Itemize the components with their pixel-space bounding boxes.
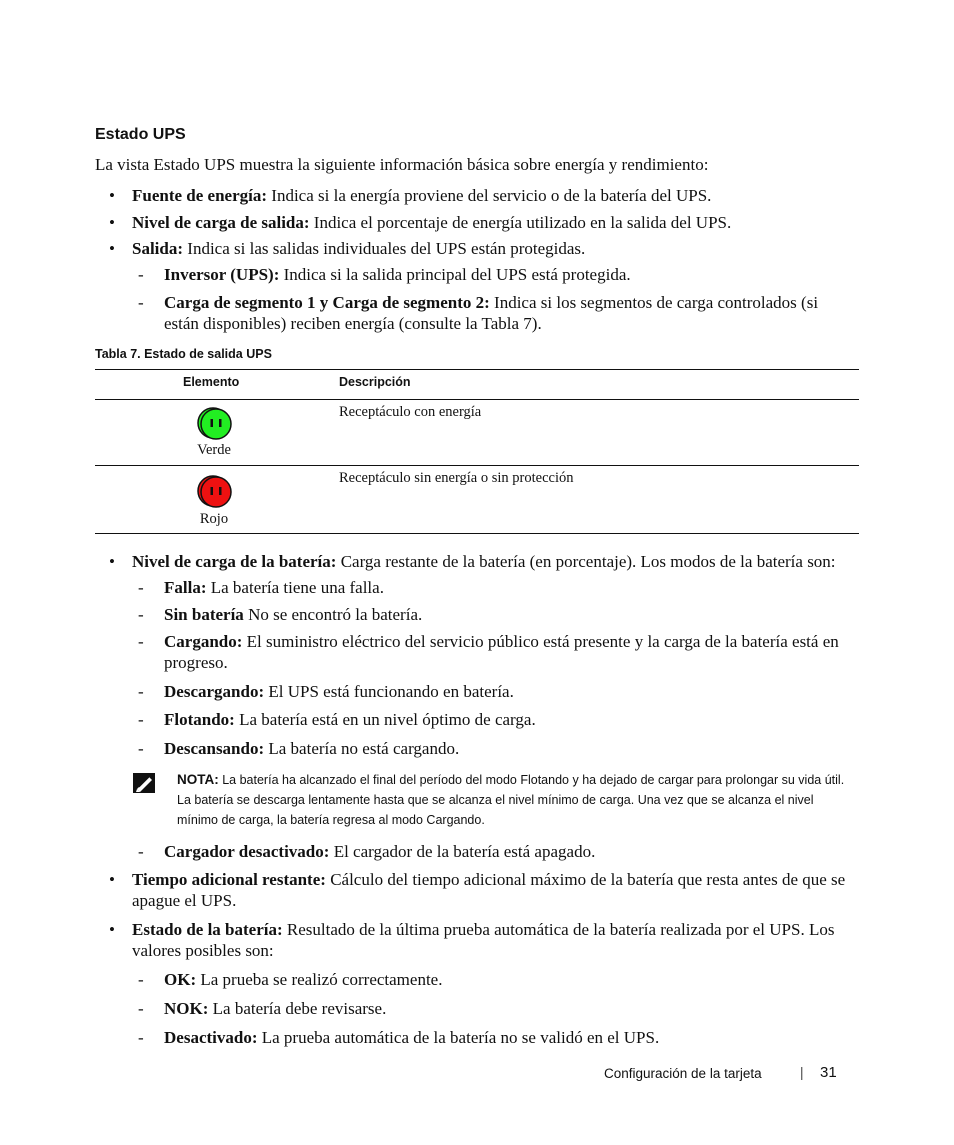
table-header-description: Descripción (339, 375, 411, 389)
sub-item-load-segments: Carga de segmento 1 y Carga de segmento 2: Indica si los segmentos de carga controlados (si están disponibles) reciben energía (consulte la Tabla 7). (164, 293, 819, 333)
mode-floating: Flotando: La batería está en un nivel óptimo de carga. (164, 710, 536, 729)
bullet-dot: • (109, 186, 115, 205)
row-description-green: Receptáculo con energía (339, 404, 482, 420)
dash-marker: - (138, 605, 144, 624)
bullet-outputs: Salida: Indica si las salidas individuales del UPS están protegidas. (132, 239, 586, 258)
note-text: NOTA: La batería ha alcanzado el final del período del modo Flotando y ha dejado de cargar para prolongar su vida útil. La batería se descarga lentamente hasta que se alcanza el nivel mínimo de carga. Una vez que se alcanza el nivel mínimo de carga, la batería regresa al modo Cargando. (177, 772, 845, 827)
dash-marker: - (138, 710, 144, 729)
mode-resting: Descansando: La batería no está cargando. (164, 739, 460, 758)
bullet-power-source: Fuente de energía: Indica si la energía proviene del servicio o de la batería del UPS. (132, 186, 712, 205)
row-description-red: Receptáculo sin energía o sin protección (339, 470, 574, 486)
dash-marker: - (138, 970, 144, 989)
dash-marker: - (138, 682, 144, 701)
table-bottom-rule (95, 533, 859, 534)
bullet-dot: • (109, 552, 115, 571)
mode-no-battery: Sin batería No se encontró la batería. (164, 605, 423, 624)
dash-marker: - (138, 739, 144, 758)
table-caption: Tabla 7. Estado de salida UPS (95, 347, 272, 361)
status-disabled: Desactivado: La prueba automática de la batería no se validó en el UPS. (164, 1028, 660, 1047)
row-label-red: Rojo (199, 511, 229, 527)
status-nok: NOK: La batería debe revisarse. (164, 999, 387, 1018)
dash-marker: - (138, 265, 144, 284)
intro-paragraph: La vista Estado UPS muestra la siguiente información básica sobre energía y rendimiento: (95, 155, 709, 174)
table-top-rule (95, 369, 859, 370)
bullet-output-load: Nivel de carga de salida: Indica el porcentaje de energía utilizado en la salida del UPS. (132, 213, 732, 232)
dash-marker: - (138, 293, 144, 312)
green-receptacle-icon (194, 404, 236, 442)
dash-marker: - (138, 842, 144, 861)
row-label-green: Verde (197, 442, 231, 458)
footer-chapter: Configuración de la tarjeta (604, 1066, 762, 1081)
dash-marker: - (138, 632, 144, 651)
page-number: 31 (820, 1064, 837, 1081)
section-title: Estado UPS (95, 126, 186, 143)
table-row-rule (95, 465, 859, 466)
bullet-dot: • (109, 870, 115, 889)
dash-marker: - (138, 578, 144, 597)
bullet-dot: • (109, 239, 115, 258)
bullet-dot: • (109, 213, 115, 232)
bullet-dot: • (109, 920, 115, 939)
note-pencil-icon (132, 772, 156, 794)
status-ok: OK: La prueba se realizó correctamente. (164, 970, 443, 989)
mode-charging: Cargando: El suministro eléctrico del servicio público está presente y la carga de la batería está en progreso. (164, 632, 839, 672)
dash-marker: - (138, 999, 144, 1018)
mode-discharging: Descargando: El UPS está funcionando en batería. (164, 682, 514, 701)
bullet-battery-status: Estado de la batería: Resultado de la última prueba automática de la batería realizada por el UPS. Los valores posibles son: (132, 920, 835, 960)
red-receptacle-icon (194, 472, 236, 510)
dash-marker: - (138, 1028, 144, 1047)
bullet-battery-level: Nivel de carga de la batería: Carga restante de la batería (en porcentaje). Los modos de la batería son: (132, 552, 836, 571)
table-header-element: Elemento (183, 375, 240, 389)
sub-item-inverter: Inversor (UPS): Indica si la salida principal del UPS está protegida. (164, 265, 631, 284)
mode-fault: Falla: La batería tiene una falla. (164, 578, 384, 597)
footer-separator: | (800, 1065, 804, 1080)
table-header-rule (95, 399, 859, 400)
bullet-runtime: Tiempo adicional restante: Cálculo del tiempo adicional máximo de la batería que resta antes de que se apague el UPS. (132, 870, 846, 910)
charger-disabled: Cargador desactivado: El cargador de la batería está apagado. (164, 842, 596, 861)
